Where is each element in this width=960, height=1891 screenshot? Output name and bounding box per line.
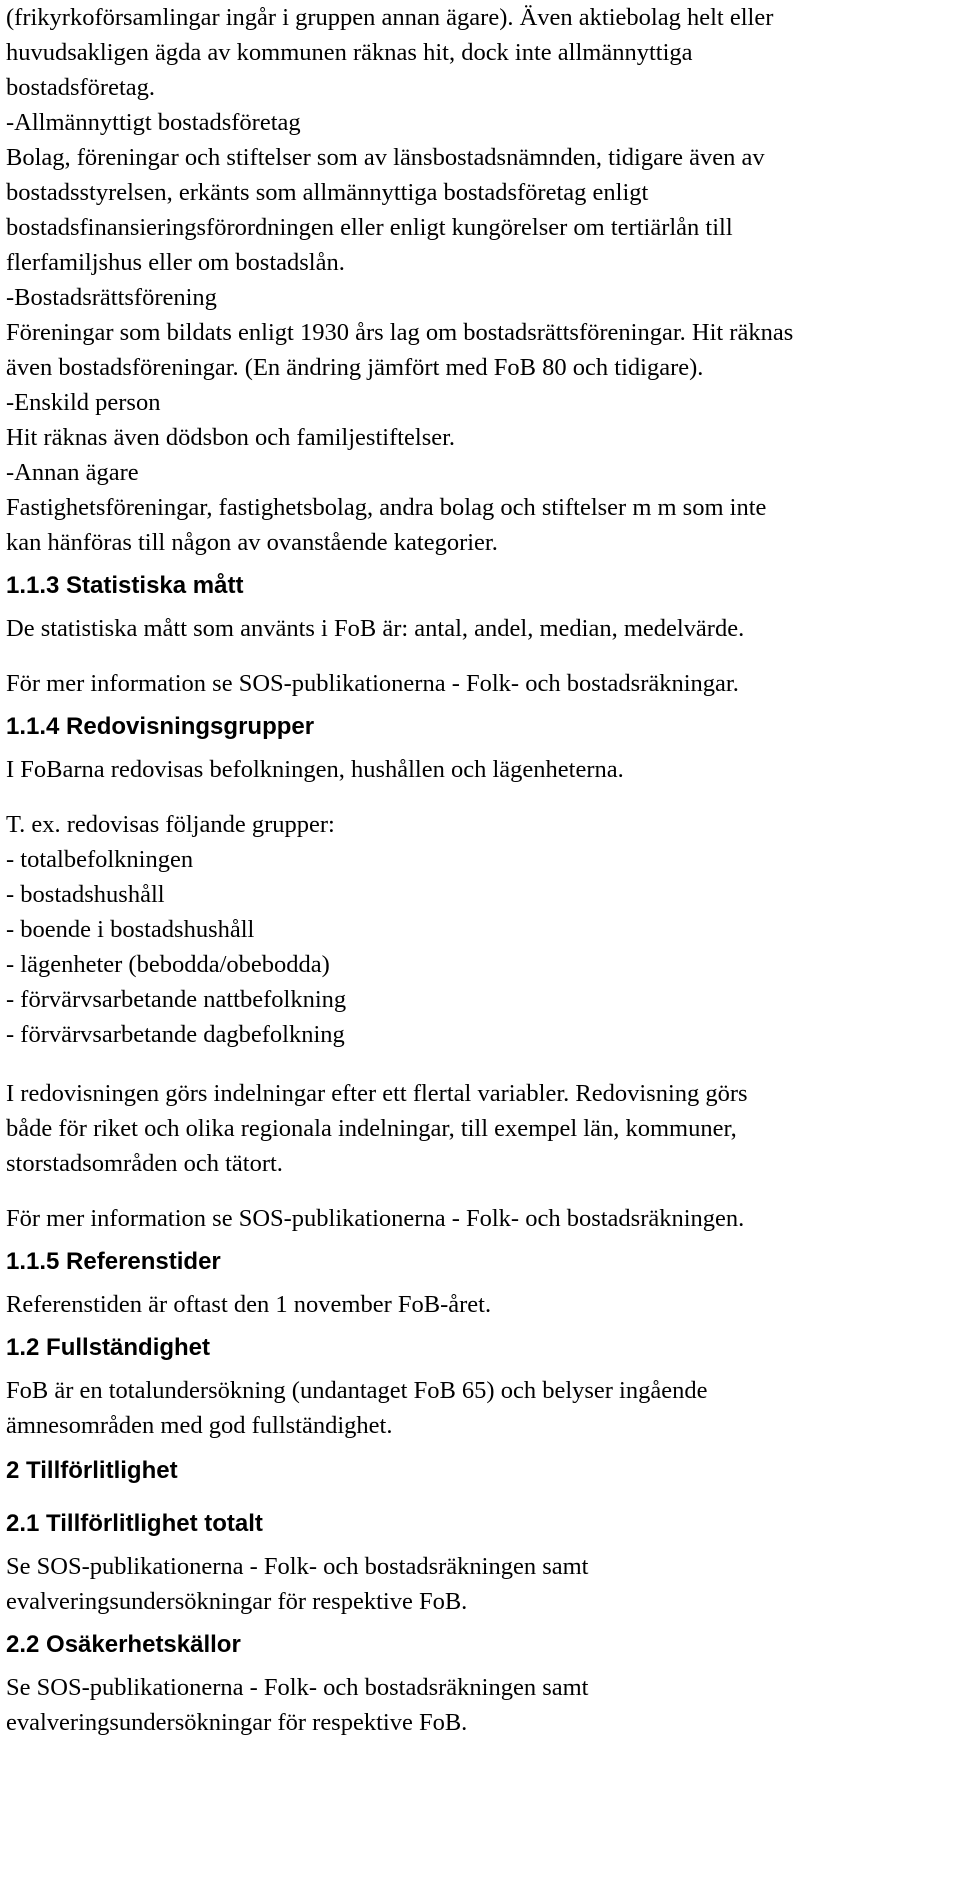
list-item: - totalbefolkningen	[6, 846, 194, 873]
s12-paragraph-line-1: FoB är en totalundersökning (undantaget FoB 65) och belyser ingående	[6, 1377, 708, 1404]
section-heading-1-1-5: 1.1.5 Referenstider	[6, 1248, 221, 1275]
intro-line-3: bostadsföretag.	[6, 74, 155, 101]
s114-paragraph-2-line-1: I redovisningen görs indelningar efter ett flertal variabler. Redovisning görs	[6, 1080, 748, 1107]
allmannyttigt-line-3: bostadsfinansieringsförordningen eller enligt kungörelser om tertiärlån till	[6, 214, 733, 241]
s114-list-intro: T. ex. redovisas följande grupper:	[6, 811, 335, 838]
bostadsratt-line-1: Föreningar som bildats enligt 1930 års lag om bostadsrättsföreningar. Hit räknas	[6, 319, 794, 346]
section-heading-1-1-4: 1.1.4 Redovisningsgrupper	[6, 713, 315, 740]
enskild-heading: -Enskild person	[6, 389, 161, 416]
s114-paragraph-1: I FoBarna redovisas befolkningen, hushållen och lägenheterna.	[6, 756, 624, 783]
s22-paragraph-line-2: evalveringsundersökningar för respektive FoB.	[6, 1709, 468, 1736]
s21-paragraph-line-2: evalveringsundersökningar för respektive FoB.	[6, 1588, 468, 1615]
section-heading-2: 2 Tillförlitlighet	[6, 1457, 178, 1484]
allmannyttigt-line-1: Bolag, föreningar och stiftelser som av länsbostadsnämnden, tidigare även av	[6, 144, 765, 171]
allmannyttigt-line-4: flerfamiljshus eller om bostadslån.	[6, 249, 345, 276]
list-item: - boende i bostadshushåll	[6, 916, 255, 943]
annan-line-1: Fastighetsföreningar, fastighetsbolag, andra bolag och stiftelser m m som inte	[6, 494, 767, 521]
s114-paragraph-2-line-3: storstadsområden och tätort.	[6, 1150, 283, 1177]
section-heading-1-2: 1.2 Fullständighet	[6, 1334, 211, 1361]
s113-paragraph-2: För mer information se SOS-publikationerna - Folk- och bostadsräkningar.	[6, 670, 739, 697]
s113-paragraph-1: De statistiska mått som använts i FoB är: antal, andel, median, medelvärde.	[6, 615, 745, 642]
list-item: - förvärvsarbetande nattbefolkning	[6, 986, 347, 1013]
s12-paragraph-line-2: ämnesområden med god fullständighet.	[6, 1412, 393, 1439]
enskild-line-1: Hit räknas även dödsbon och familjestiftelser.	[6, 424, 456, 451]
section-heading-2-2: 2.2 Osäkerhetskällor	[6, 1631, 241, 1658]
list-item: - bostadshushåll	[6, 881, 165, 908]
annan-heading: -Annan ägare	[6, 459, 139, 486]
intro-line-2: huvudsakligen ägda av kommunen räknas hit, dock inte allmännyttiga	[6, 39, 693, 66]
s22-paragraph-line-1: Se SOS-publikationerna - Folk- och bostadsräkningen samt	[6, 1674, 589, 1701]
section-heading-1-1-3: 1.1.3 Statistiska mått	[6, 572, 244, 599]
s114-paragraph-3: För mer information se SOS-publikationerna - Folk- och bostadsräkningen.	[6, 1205, 745, 1232]
annan-line-2: kan hänföras till någon av ovanstående kategorier.	[6, 529, 498, 556]
allmannyttigt-line-2: bostadsstyrelsen, erkänts som allmännyttiga bostadsföretag enligt	[6, 179, 649, 206]
list-item: - förvärvsarbetande dagbefolkning	[6, 1021, 345, 1048]
bostadsratt-line-2: även bostadsföreningar. (En ändring jämfört med FoB 80 och tidigare).	[6, 354, 704, 381]
list-item: - lägenheter (bebodda/obebodda)	[6, 951, 330, 978]
allmannyttigt-heading: -Allmännyttigt bostadsföretag	[6, 109, 301, 136]
document-page	[6, 0, 956, 1740]
bostadsratt-heading: -Bostadsrättsförening	[6, 284, 217, 311]
s114-paragraph-2-line-2: både för riket och olika regionala indelningar, till exempel län, kommuner,	[6, 1115, 737, 1142]
s115-paragraph-1: Referenstiden är oftast den 1 november FoB-året.	[6, 1291, 492, 1318]
section-heading-2-1: 2.1 Tillförlitlighet totalt	[6, 1510, 263, 1537]
s21-paragraph-line-1: Se SOS-publikationerna - Folk- och bostadsräkningen samt	[6, 1553, 589, 1580]
intro-line-1: (frikyrkoförsamlingar ingår i gruppen annan ägare). Även aktiebolag helt eller	[6, 4, 774, 31]
